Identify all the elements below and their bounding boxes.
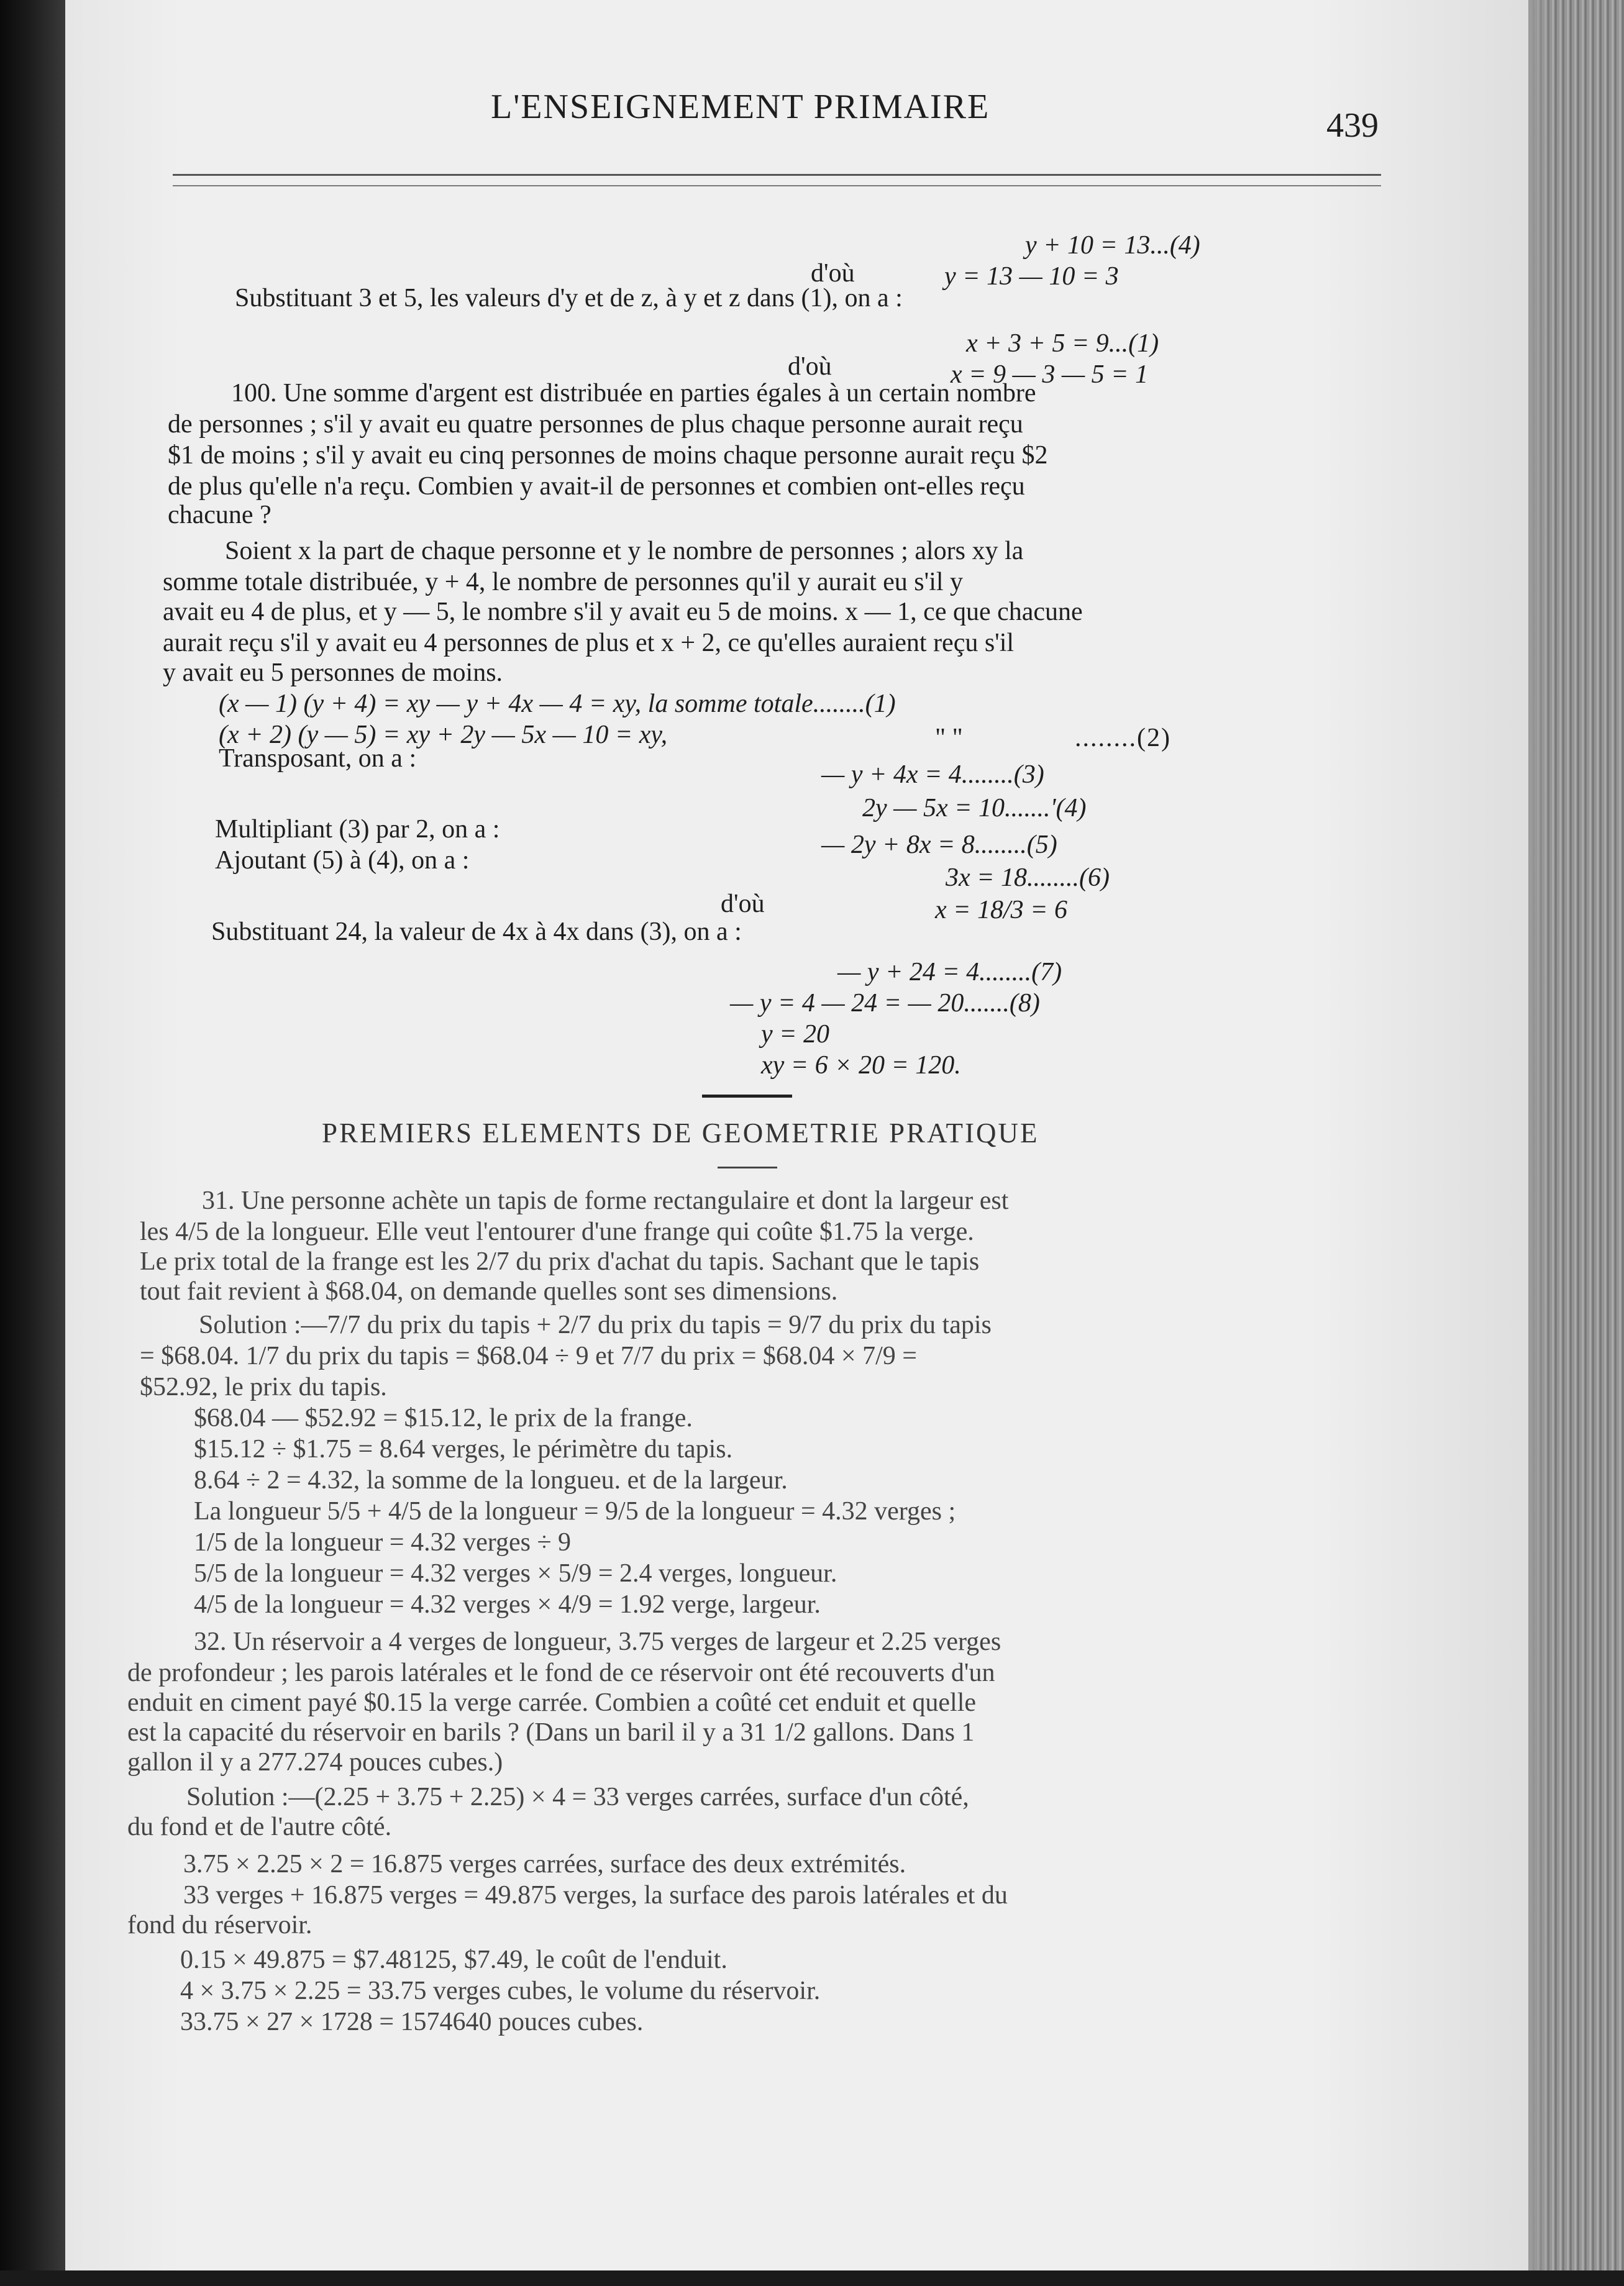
- equation-line: y + 10 = 13...(4): [1025, 231, 1200, 260]
- header-rule-thin: [173, 185, 1381, 186]
- text-line: Substituant 24, la valeur de 4x à 4x dans (3), on a :: [211, 918, 742, 946]
- problem-32-line: enduit en ciment payé $0.15 la verge carrée. Combien a coûté cet enduit et quelle: [127, 1688, 977, 1717]
- equation-line: y = 13 — 10 = 3: [944, 262, 1119, 291]
- solution-31-line: $68.04 — $52.92 = $15.12, le prix de la frange.: [194, 1404, 693, 1432]
- solution-32-line: du fond et de l'autre côté.: [127, 1813, 392, 1841]
- solution-32-line: 33 verges + 16.875 verges = 49.875 verges, la surface des parois latérales et du: [183, 1881, 1008, 1910]
- equation-line: (x + 2) (y — 5) = xy + 2y — 5x — 10 = xy,: [219, 721, 668, 749]
- equation-line: y = 20: [761, 1020, 829, 1049]
- equation-line: — y + 4x = 4........(3): [821, 760, 1044, 789]
- solution-31-line: $52.92, le prix du tapis.: [140, 1373, 387, 1401]
- solution-32-line: fond du réservoir.: [127, 1911, 312, 1939]
- solution-31-line: $15.12 ÷ $1.75 = 8.64 verges, le périmètre du tapis.: [194, 1435, 733, 1464]
- problem-32-line: est la capacité du réservoir en barils ? (Dans un baril il y a 31 1/2 gallons. Dans 1: [127, 1718, 975, 1747]
- solution-31-line: 5/5 de la longueur = 4.32 verges × 5/9 = 2.4 verges, longueur.: [194, 1559, 837, 1588]
- equation-line: — y + 24 = 4........(7): [837, 958, 1062, 986]
- problem-32-line: gallon il y a 277.274 pouces cubes.): [127, 1748, 503, 1777]
- ditto-marks: " ": [935, 724, 963, 752]
- running-title: L'ENSEIGNEMENT PRIMAIRE: [491, 88, 990, 126]
- text-line: d'où: [721, 890, 765, 918]
- section-rule-bottom: [718, 1167, 777, 1168]
- problem-31-line: Le prix total de la frange est les 2/7 du prix d'achat du tapis. Sachant que le tapis: [140, 1247, 980, 1276]
- solution-line: avait eu 4 de plus, et y — 5, le nombre s'il y avait eu 5 de moins. x — 1, ce que chacune: [163, 598, 1083, 626]
- solution-31-line: 1/5 de la longueur = 4.32 verges ÷ 9: [194, 1528, 572, 1557]
- section-heading: PREMIERS ELEMENTS DE GEOMETRIE PRATIQUE: [322, 1118, 1039, 1149]
- problem-31-line: tout fait revient à $68.04, on demande quelles sont ses dimensions.: [140, 1277, 838, 1306]
- equation-line: 2y — 5x = 10.......'(4): [862, 794, 1087, 822]
- problem-100-line: de personnes ; s'il y avait eu quatre personnes de plus chaque personne aurait reçu: [168, 410, 1023, 439]
- equation-line: x = 9 — 3 — 5 = 1: [951, 360, 1149, 389]
- book-binding-edge: [0, 0, 65, 2286]
- solution-31-line: La longueur 5/5 + 4/5 de la longueur = 9/5 de la longueur = 4.32 verges ;: [194, 1497, 956, 1526]
- problem-100-line: 100. Une somme d'argent est distribuée en parties égales à un certain nombre: [231, 379, 1036, 408]
- text-line: Ajoutant (5) à (4), on a :: [215, 846, 470, 875]
- problem-31-line: 31. Une personne achète un tapis de forme rectangulaire et dont la largeur est: [202, 1186, 1009, 1215]
- solution-31-line: Solution :—7/7 du prix du tapis + 2/7 du prix du tapis = 9/7 du prix du tapis: [199, 1311, 992, 1339]
- equation-number: ........(2): [1075, 724, 1171, 752]
- solution-32-line: 0.15 × 49.875 = $7.48125, $7.49, le coût de l'enduit.: [180, 1946, 728, 1974]
- solution-31-line: 4/5 de la longueur = 4.32 verges × 4/9 = 1.92 verge, largeur.: [194, 1590, 821, 1619]
- equation-line: x = 18/3 = 6: [935, 896, 1067, 924]
- solution-32-line: 33.75 × 27 × 1728 = 1574640 pouces cubes.: [180, 2008, 644, 2036]
- problem-100-line: de plus qu'elle n'a reçu. Combien y avait-il de personnes et combien ont-elles reçu: [168, 472, 1025, 501]
- text-line: d'où: [788, 352, 832, 381]
- equation-line: x + 3 + 5 = 9...(1): [966, 329, 1159, 358]
- solution-line: somme totale distribuée, y + 4, le nombre de personnes qu'il y aurait eu s'il y: [163, 568, 964, 596]
- solution-line: y avait eu 5 personnes de moins.: [163, 658, 503, 687]
- header-rule: [173, 174, 1381, 176]
- solution-31-line: 8.64 ÷ 2 = 4.32, la somme de la longueu. et de la largeur.: [194, 1466, 788, 1495]
- equation-line: — y = 4 — 24 = — 20.......(8): [730, 989, 1040, 1018]
- solution-32-line: 3.75 × 2.25 × 2 = 16.875 verges carrées, surface des deux extrémités.: [183, 1850, 906, 1878]
- equation-line: (x — 1) (y + 4) = xy — y + 4x — 4 = xy, la somme totale........(1): [219, 690, 896, 718]
- equation-line: xy = 6 × 20 = 120.: [761, 1051, 961, 1080]
- solution-32-line: 4 × 3.75 × 2.25 = 33.75 verges cubes, le volume du réservoir.: [180, 1977, 821, 2005]
- section-rule-top: [702, 1095, 792, 1098]
- problem-31-line: les 4/5 de la longueur. Elle veut l'entourer d'une frange qui coûte $1.75 la verge.: [140, 1218, 974, 1246]
- page-number: 439: [1326, 106, 1379, 145]
- solution-line: Soient x la part de chaque personne et y le nombre de personnes ; alors xy la: [225, 537, 1024, 565]
- problem-100-line: chacune ?: [168, 501, 271, 529]
- text-line: Multipliant (3) par 2, on a :: [215, 815, 500, 844]
- page-gutter-shadow: [1528, 0, 1553, 2286]
- text-line: Transposant, on a :: [219, 744, 417, 773]
- problem-32-line: 32. Un réservoir a 4 verges de longueur, 3.75 verges de largeur et 2.25 verges: [194, 1628, 1001, 1656]
- equation-line: — 2y + 8x = 8........(5): [821, 831, 1057, 859]
- solution-line: aurait reçu s'il y avait eu 4 personnes de plus et x + 2, ce qu'elles auraient reçu s'il: [163, 629, 1015, 657]
- text-line: Substituant 3 et 5, les valeurs d'y et de z, à y et z dans (1), on a :: [235, 284, 903, 312]
- problem-100-line: $1 de moins ; s'il y avait eu cinq personnes de moins chaque personne aurait reçu $2: [168, 441, 1048, 470]
- solution-31-line: = $68.04. 1/7 du prix du tapis = $68.04 ÷ 9 et 7/7 du prix = $68.04 × 7/9 =: [140, 1342, 917, 1370]
- text-line: d'où: [811, 259, 855, 288]
- problem-32-line: de profondeur ; les parois latérales et le fond de ce réservoir ont été recouverts d'un: [127, 1659, 995, 1687]
- bottom-border: [0, 2270, 1624, 2286]
- equation-line: 3x = 18........(6): [946, 863, 1110, 892]
- solution-32-line: Solution :—(2.25 + 3.75 + 2.25) × 4 = 33 verges carrées, surface d'un côté,: [186, 1783, 969, 1811]
